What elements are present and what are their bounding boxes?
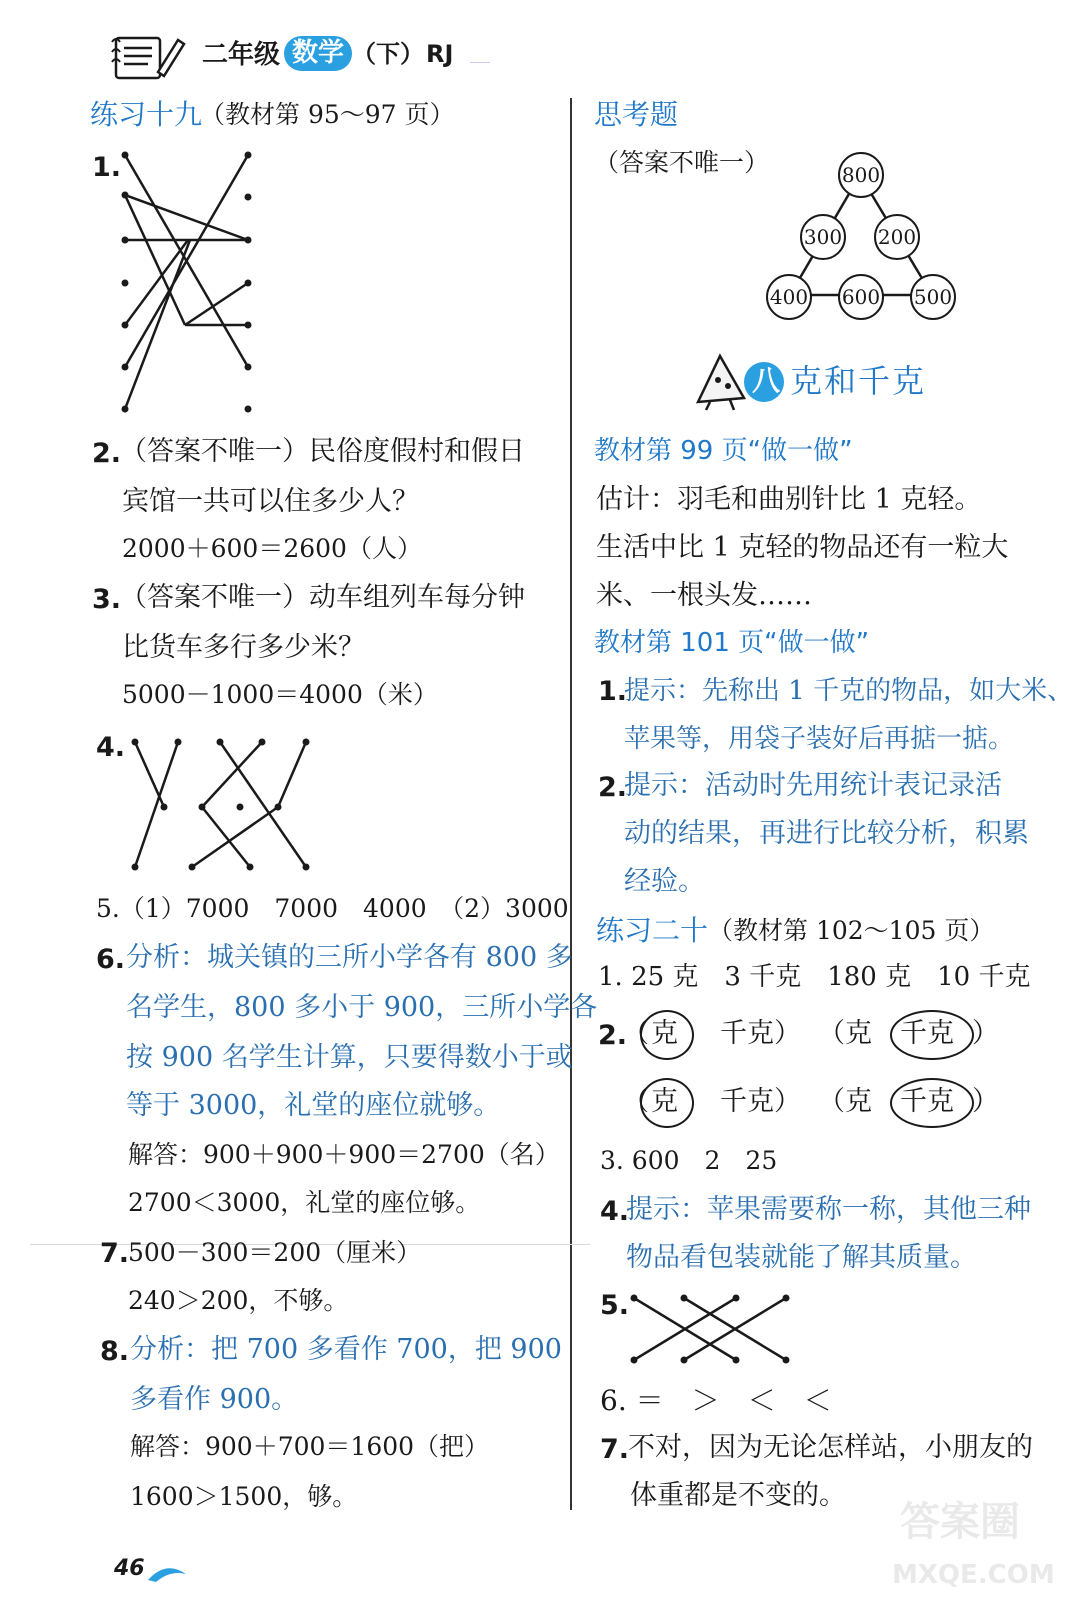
ex20-q4-line-1: 提示：苹果需要称一称，其他三种	[626, 1194, 1031, 1225]
header-grade: 二年级	[202, 40, 281, 70]
ex20-title: 练习二十	[596, 914, 709, 947]
ex20-q1: 1. 25 克 3 千克 180 克 10 千克	[598, 962, 1031, 992]
watermark-logo-text: 答案圈	[900, 1499, 1020, 1545]
left-section-title: 练习十九	[90, 98, 203, 131]
page-number: 46	[114, 1556, 145, 1576]
think-note: （答案不唯一）	[594, 148, 770, 177]
q1-dots-left	[122, 152, 129, 413]
page-number-swoosh-icon	[146, 1560, 190, 1600]
q4-matching-diagram	[120, 732, 320, 877]
q7-calc: 500－300＝200（厘米）	[128, 1238, 422, 1267]
option-gram: （克	[818, 1018, 872, 1049]
option-gram: 克	[651, 1018, 678, 1049]
option-gram: （克	[818, 1086, 872, 1117]
p99-title: 教材第 99 页“做一做”	[594, 436, 853, 466]
pizza-mascot-icon	[690, 350, 750, 412]
triangle-node-bottom-mid: 600	[838, 274, 884, 320]
option-kilogram: 千克	[900, 1018, 954, 1049]
q3-calc: 5000－1000＝4000（米）	[122, 680, 438, 709]
ex20-q3: 3. 600 2 25	[600, 1146, 778, 1175]
left-section-ref: （教材第 95～97 页）	[200, 100, 455, 129]
q3-label: 3.	[92, 584, 122, 615]
q1-matching-diagram	[110, 145, 270, 420]
q6-conclusion: 2700＜3000，礼堂的座位够。	[128, 1188, 481, 1217]
watermark-url: MXQE.COM	[892, 1560, 1055, 1590]
q1-dots-right	[245, 152, 252, 413]
option-kilogram: 千克	[900, 1086, 954, 1117]
triangle-node-bottom-right: 500	[910, 274, 956, 320]
ex20-q4-line-2: 物品看包装就能了解其质量。	[626, 1242, 977, 1273]
q1-label: 1.	[92, 152, 122, 183]
header-subject: 数学	[284, 36, 352, 71]
notebook-pencil-icon	[108, 32, 188, 82]
header-term: （下）	[352, 39, 424, 68]
header-rule	[470, 62, 490, 63]
triangle-node-bottom-left: 400	[766, 274, 812, 320]
triangle-node-left-mid: 300	[800, 214, 846, 260]
q3-text-2: 比货车多行多少米？	[122, 632, 365, 663]
p101-q2-line-2: 动的结果，再进行比较分析，积累	[624, 818, 1029, 849]
q5-answer: 5.（1）7000 7000 4000 （2）3000	[96, 894, 569, 923]
q6-analysis-4: 等于 3000，礼堂的座位就够。	[126, 1090, 501, 1121]
p101-q1-line-2: 苹果等，用袋子装好后再掂一掂。	[624, 724, 1015, 754]
q2-label: 2.	[92, 438, 122, 469]
ex20-ref: （教材第 102～105 页）	[708, 916, 995, 945]
q4-label: 4.	[96, 732, 126, 763]
ex20-q7-label: 7.	[600, 1434, 630, 1465]
ex20-q5-label: 5.	[600, 1290, 630, 1321]
triangle-node-right-mid: 200	[874, 214, 920, 260]
unit-title: 克和千克	[790, 362, 927, 400]
ex20-q4-label: 4.	[600, 1196, 630, 1227]
q8-label: 8.	[100, 1336, 130, 1367]
triangle-node-top: 800	[838, 152, 884, 198]
q7-label: 7.	[100, 1238, 130, 1269]
paren-close: ）	[972, 1086, 999, 1117]
paren-open: （	[622, 1086, 649, 1117]
p101-q2-line-3: 经验。	[624, 866, 705, 897]
q7-conclusion: 240＞200，不够。	[128, 1286, 349, 1315]
ex20-q6: 6. ＝ ＞ ＜ ＜	[600, 1384, 832, 1417]
paren-open: （	[622, 1018, 649, 1049]
option-gram: 克	[651, 1086, 678, 1117]
unit-number: 八	[752, 364, 781, 397]
p99-line-2: 生活中比 1 克轻的物品还有一粒大	[596, 532, 1009, 563]
p101-q1-label: 1.	[598, 676, 628, 707]
q2-calc: 2000＋600＝2600（人）	[122, 534, 422, 563]
q8-analysis-2: 多看作 900。	[130, 1384, 299, 1415]
q6-answer: 解答：900＋900＋900＝2700（名）	[128, 1140, 560, 1169]
p99-line-1: 估计：羽毛和曲别针比 1 克轻。	[596, 484, 982, 515]
header-edition: RJ	[426, 40, 454, 68]
q3-text-1: （答案不唯一）动车组列车每分钟	[120, 582, 525, 613]
option-kilogram: 千克）	[720, 1086, 801, 1117]
p101-q2-label: 2.	[598, 772, 628, 803]
column-divider	[570, 98, 572, 1510]
paren-close: ）	[972, 1018, 999, 1049]
ex20-q5-matching-diagram	[624, 1290, 794, 1370]
q8-conclusion: 1600＞1500，够。	[130, 1482, 358, 1511]
q6-analysis-2: 名学生，800 多小于 900，三所小学各	[126, 992, 598, 1023]
q6-analysis-3: 按 900 名学生计算，只要得数小于或	[126, 1042, 573, 1073]
ex20-q7-line-1: 不对，因为无论怎样站，小朋友的	[628, 1432, 1033, 1463]
think-title: 思考题	[594, 98, 679, 131]
q2-text-2: 宾馆一共可以住多少人？	[122, 486, 419, 517]
q2-text-1: （答案不唯一）民俗度假村和假日	[120, 436, 525, 467]
p101-title: 教材第 101 页“做一做”	[594, 628, 870, 658]
p101-q1-line-1: 提示：先称出 1 千克的物品，如大米、	[624, 676, 1074, 706]
option-kilogram: 千克）	[720, 1018, 801, 1049]
p99-line-3: 米、一根头发……	[596, 580, 812, 611]
q6-analysis-1: 分析：城关镇的三所小学各有 800 多	[126, 942, 573, 973]
q8-analysis-1: 分析：把 700 多看作 700，把 900	[130, 1334, 562, 1365]
ex20-q7-line-2: 体重都是不变的。	[630, 1480, 846, 1511]
p101-q2-line-1: 提示：活动时先用统计表记录活	[624, 770, 1002, 801]
ex20-q2-label: 2.	[598, 1020, 628, 1051]
q8-answer: 解答：900＋700＝1600（把）	[130, 1432, 490, 1461]
q6-label: 6.	[96, 944, 126, 975]
